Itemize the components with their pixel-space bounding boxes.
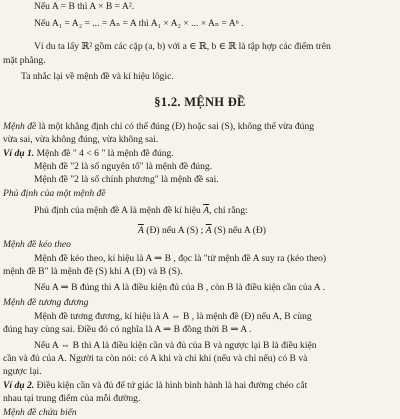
term: Mệnh đề xyxy=(3,121,37,132)
example-line xyxy=(3,379,307,392)
example-label: Ví dụ 2. xyxy=(3,380,35,391)
formula-line xyxy=(138,224,266,237)
text-line: Nếu A = B thì A × B = A². xyxy=(34,1,135,12)
text-line: Nếu A ⇔ B thì A là điều kiện cần và đủ của B và ngược lại B là điều kiện xyxy=(34,340,317,351)
example-line xyxy=(3,147,174,160)
text: , chỉ rằng: xyxy=(209,205,248,216)
example-label: Ví dụ 1. xyxy=(3,148,35,159)
text-line: Mệnh đề "2 là số nguyên tố" là mệnh đề đúng. xyxy=(34,161,213,172)
subheading: Mệnh đề tương đương xyxy=(3,297,89,308)
text-line: Mệnh đề "2 là số chính phương" là mệnh đề sai. xyxy=(34,174,219,185)
negation-symbol: $\overline{A}$ xyxy=(203,205,210,216)
text-line: vừa sai, vừa không đúng, vừa không sai. xyxy=(3,134,159,145)
text-line: mặt phẳng. xyxy=(3,55,46,66)
text: (Đ) nếu A (S) ; xyxy=(143,225,206,236)
text-line: ngược lại. xyxy=(3,366,42,377)
subheading: Mệnh đề chứa biến xyxy=(3,407,77,418)
text: Mệnh đề " 4 < 6 " là mệnh đề đúng. xyxy=(34,148,174,159)
text-line: Mệnh đề tương đương, kí hiệu là A ⇔ B , là mệnh đề (Đ) nếu A, B cùng xyxy=(34,311,312,322)
text-line: mệnh đề B" là mệnh đề (S) khi A (Đ) và B (S). xyxy=(3,266,183,277)
negation-symbol: $\overline{A}$ xyxy=(205,225,212,236)
text-line: Mệnh đề kéo theo, kí hiệu là A ⇒ B , đọc là "từ mệnh đề A suy ra (kéo theo) xyxy=(34,253,327,264)
text-line: Ta nhắc lại về mệnh đề và kí hiệu lôgic. xyxy=(21,71,174,82)
text-line: Nếu A₁ = A₂ = ... = Aₙ = A thì A₁ × A₂ × ... × Aₙ = Aⁿ . xyxy=(34,18,244,29)
text-line: đúng hay cùng sai. Điều đó có nghĩa là A ⇒ B đồng thời B ⇒ A . xyxy=(3,324,252,335)
text-line xyxy=(34,204,248,217)
subheading: Mệnh đề kéo theo xyxy=(3,239,71,250)
text: Điều kiện cần và đủ để tứ giác là hình bình hành là hai đường chéo cắt xyxy=(34,380,308,391)
text-line: Nếu A ⇒ B đúng thì A là điều kiện đủ của B , còn B là điều kiện cần của A . xyxy=(34,282,326,293)
text-line: nhau tại trung điểm của mỗi đường. xyxy=(3,393,141,404)
text-line: Ví du ta lấy ℝ² gồm các cặp (a, b) với a ∈ ℝ, b ∈ ℝ là tập hợp các điểm trên xyxy=(34,41,331,52)
negation-symbol: $\overline{A}$ xyxy=(138,225,144,236)
text: (S) nếu A (Đ) xyxy=(211,225,266,236)
text: Phủ định của mệnh đề A là mệnh đề kí hiệu xyxy=(34,205,204,216)
definition-line xyxy=(3,120,314,133)
text: là một khẳng định chỉ có thể đúng (Đ) hoặc sai (S), không thể vừa đúng xyxy=(36,121,315,132)
subheading: Phủ định của một mệnh đề xyxy=(3,188,106,199)
text-line: cần và đủ của A. Người ta còn nói: có A khi và chỉ khi (nếu và chỉ nếu) có B và xyxy=(3,353,308,364)
section-heading: §1.2. MỆNH ĐỀ xyxy=(154,95,246,109)
